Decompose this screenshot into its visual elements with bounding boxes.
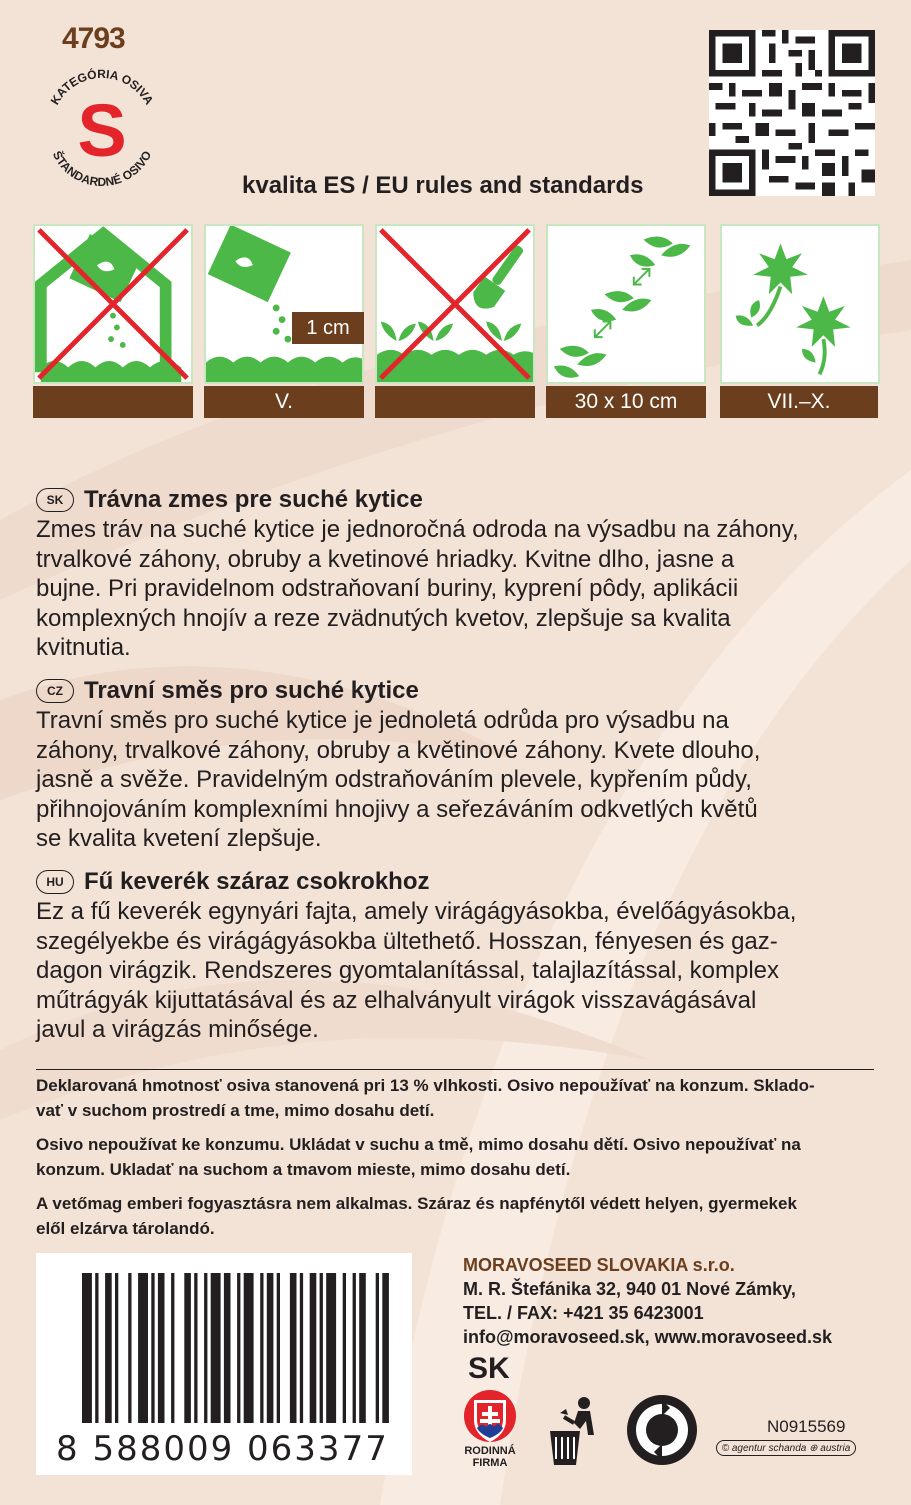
barcode-bar (382, 1273, 389, 1423)
company-contact[interactable]: info@moravoseed.sk, www.moravoseed.sk (463, 1327, 833, 1347)
document-code: N0915569 (767, 1417, 846, 1436)
country-code: SK (468, 1352, 510, 1385)
barcode-bar (105, 1273, 112, 1423)
text-line: kvitnutia. (36, 634, 131, 662)
seed-category-badge (36, 62, 168, 194)
notice-line: Deklarovaná hmotnosť osiva stanovená pri 13 % vlhkosti. Osivo nepoužívať na konzum. Sklado- (36, 1076, 815, 1095)
text-line: komplexných hnojív a reze zvädnutých kvetov, zlepšuje sa kvalita (36, 604, 731, 632)
barcode-bar (353, 1273, 356, 1423)
greenhouse-label (33, 386, 193, 418)
family-firm-line: FIRMA (472, 1457, 508, 1469)
text-line: trvalkové záhony, obruby a kvetinové hriadky. Kvitne dlho, jasne a (36, 545, 735, 573)
barcode-bar (267, 1273, 274, 1423)
barcode-bar (184, 1273, 191, 1423)
barcode-bar (343, 1273, 346, 1423)
barcode-bar (290, 1273, 297, 1423)
text-line: záhony, trvalkové záhony, obruby a květinové záhony. Kvete dlouho, (36, 736, 761, 764)
flowering-period-label: VII.–X. (720, 386, 878, 418)
notice-cz (36, 1133, 881, 1182)
description-sk (36, 515, 881, 663)
green-dot-recycling-icon (626, 1394, 698, 1466)
barcode-bar (310, 1273, 317, 1423)
barcode-bar (376, 1273, 379, 1423)
company-address: M. R. Štefánika 32, 940 01 Nové Zámky, (463, 1279, 796, 1299)
direct-sowing-icon (204, 224, 364, 384)
section-title-hu (36, 868, 430, 896)
agency-credit: © agentur schanda ⊕ austria (716, 1440, 856, 1456)
barcode-bar (194, 1273, 197, 1423)
lang-badge-hu: HU (36, 870, 74, 894)
text-line: bujne. Pri pravidelnom odstraňovaní buriny, kyprení pôdy, aplikácii (36, 575, 739, 603)
title-text-sk: Trávna zmes pre suché kytice (84, 486, 423, 513)
family-firm-label (460, 1445, 520, 1469)
barcode-bar (138, 1273, 148, 1423)
notice-line: Osivo nepoužívat ke konzumu. Ukládat v suchu a tmě, mimo dosahu dětí. Osivo nepoužívať na (36, 1135, 801, 1154)
transplant-label (375, 386, 535, 418)
badge-letter: S (77, 89, 127, 172)
barcode-bar (359, 1273, 366, 1423)
greenhouse-sowing-icon (33, 224, 193, 384)
qr-code[interactable] (709, 30, 875, 196)
text-line: javul a virágzás minősége. (36, 1016, 319, 1044)
barcode-bar (320, 1273, 323, 1423)
sowing-depth-label: 1 cm (292, 312, 364, 344)
title-text-hu: Fű keverék száraz csokrokhoz (84, 868, 430, 895)
barcode-bar (300, 1273, 303, 1423)
company-name: MORAVOSEED SLOVAKIA s.r.o. (463, 1255, 735, 1275)
barcode-bar (244, 1273, 254, 1423)
flowering-icon (720, 224, 880, 384)
text-line: se kvalita kvetení zlepšuje. (36, 825, 322, 853)
text-line: Travní směs pro suché kytice je jednoletá odrůda pro výsadbu na (36, 707, 729, 734)
spacing-icon (546, 224, 706, 384)
notice-line: A vetőmag emberi fogyasztásra nem alkalmas. Száraz és napfénytől védett helyen, gyermekek (36, 1194, 797, 1213)
company-info (463, 1253, 832, 1349)
barcode-bar (277, 1273, 280, 1423)
text-line: přihnojováním komplexními hnojivy a seřezáváním odkvetlých květů (36, 795, 758, 823)
barcode-bar (95, 1273, 98, 1423)
text-line: műtrágyák kijuttatásával és az elhalványult virágok visszavágásával (36, 986, 757, 1014)
barcode-bar (224, 1273, 231, 1423)
barcode-bar (237, 1273, 240, 1423)
notice-sk (36, 1074, 881, 1123)
notice-line: elől elzárva tárolandó. (36, 1218, 215, 1238)
barcode-bar (326, 1273, 336, 1423)
family-firm-line: RODINNÁ (464, 1445, 516, 1457)
description-hu (36, 897, 881, 1045)
slovak-shield-icon (462, 1386, 518, 1446)
dispose-in-bin-icon (546, 1395, 604, 1467)
badge-bottom-text: ŠTANDARDNÉ OSIVO (49, 148, 155, 190)
lang-badge-sk: SK (36, 488, 74, 512)
barcode-bar (82, 1273, 92, 1423)
barcode-number: 8 588009 063377 (56, 1429, 389, 1469)
quality-statement: kvalita ES / EU rules and standards (242, 172, 644, 199)
barcode (36, 1253, 412, 1475)
notice-line: konzum. Ukladať na suchom a tmavom mieste, mimo dosahu detí. (36, 1159, 571, 1179)
barcode-bar (151, 1273, 154, 1423)
barcode-bar (211, 1273, 221, 1423)
company-phone: TEL. / FAX: +421 35 6423001 (463, 1303, 704, 1323)
text-line: dagon virágzik. Rendszeres gyomtalanítással, talajlazítással, komplex (36, 957, 780, 985)
notice-hu (36, 1192, 881, 1241)
title-text-cz: Travní směs pro suché kytice (84, 677, 419, 704)
lang-badge-cz: CZ (36, 679, 74, 703)
barcode-bar (260, 1273, 263, 1423)
barcode-bar (171, 1273, 174, 1423)
barcode-bar (115, 1273, 118, 1423)
barcode-bar (158, 1273, 165, 1423)
text-line: jasně a svěže. Pravidelným odstraňováním plevele, kypřením půdy, (36, 766, 752, 794)
text-line: Zmes tráv na suché kytice je jednoročná odroda na výsadbu na záhony, (36, 516, 799, 543)
text-line: szegélyekbe és virágágyásokba ültethető. Hosszan, fényesen és gaz- (36, 927, 778, 955)
description-cz (36, 706, 881, 854)
section-title-cz (36, 677, 419, 705)
notice-line: vať v suchom prostredí a tme, mimo dosahu detí. (36, 1100, 435, 1120)
text-line: Ez a fű keverék egynyári fajta, amely virágágyásokba, évelőágyásokba, (36, 898, 797, 925)
sowing-month-label: V. (204, 386, 364, 418)
divider (36, 1069, 874, 1070)
badge-top-text: KATEGÓRIA OSIVA (47, 66, 157, 108)
transplant-icon (375, 224, 535, 384)
barcode-bar (204, 1273, 207, 1423)
section-title-sk (36, 486, 423, 514)
spacing-label: 30 x 10 cm (546, 386, 706, 418)
barcode-bar (128, 1273, 131, 1423)
product-code: 4793 (62, 22, 125, 55)
